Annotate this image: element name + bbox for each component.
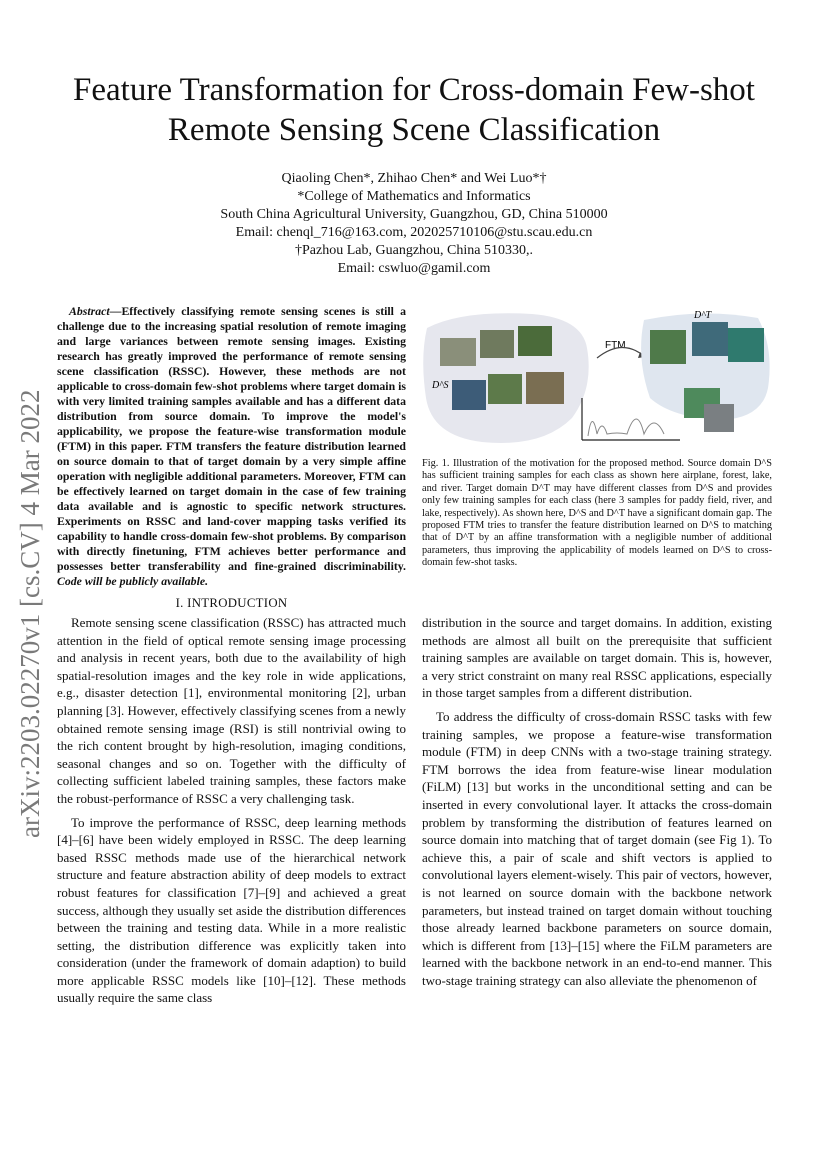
intro-left-column [57, 614, 406, 1007]
target-image-paddy [650, 330, 686, 364]
source-image-forest [518, 326, 552, 356]
target-image-lake-2 [704, 404, 734, 432]
intro-right-column [422, 614, 772, 989]
figure-1-caption: Fig. 1. Illustration of the motivation for the proposed method. Source domain D^S has sufficient training samples for each class as shown here airplane, forest, lake, and river. Target domain D^T may have different classes from D^S and provides only few training samples for each class (here 3 samples for paddy field, river, and lake, respectively). As shown here, D^S and D^T have a significant domain gap. The proposed FTM tries to transfer the feature distribution learned on D^S to matching that of D^T by an affine transformation with a negligible number of additional parameters, thus improving the applicability of models learned on D^S to cross-domain few-shot tasks. [422, 458, 772, 569]
email-1: Email: chenql_716@163.com, 202025710106@stu.scau.edu.cn [235, 225, 593, 240]
author-names: Qiaoling Chen*, Zhihao Chen* and Wei Luo*† [281, 171, 547, 186]
section-heading-introduction: I. INTRODUCTION [175, 596, 288, 610]
right-paragraph-2: To address the difficulty of cross-domain RSSC tasks with few training samples, we propose a feature-wise transformation module (FTM) in deep CNNs with a two-stage training strategy. FTM borrows the idea from feature-wise linear modulation (FiLM) [13] but works in the unconditional setting and can be inserted in every convolutional layer. It attacks the cross-domain problem by transforming the distribution of features learned on source domain into matching that of target domain (see Fig 1). To achieve this, a pair of scale and shift vectors is applied to convolutional layers element-wisely. This pair of vectors, however, is not learned on source domain with the backbone network parameters, but instead trained on target domain without touching those already learned backbone parameters on source domain, which is different from [13]–[15] where the FiLM parameters are learned with the backbone network in an end-to-end manner. This two-stage training strategy can also alleviate the phenomenon of [422, 708, 772, 988]
source-image-lake [452, 380, 486, 410]
intro-paragraph-2: To improve the performance of RSSC, deep learning methods [4]–[6] have been widely employed in RSSC. The deep learning based RSSC methods made use of the hierarchical network structure and feature abstraction ability of deep models to extract robust features for classification [7]–[9] and achieved a great success, although they usually set aside the distribution differences between the training and testing data. While in a more realistic setting, the distribution difference was explicitly taken into consideration (under the framework of domain adaption) to build more applicable RSSC models like [10]–[12]. These methods usually require the same class [57, 814, 406, 1006]
target-domain-label: D^T [694, 310, 712, 321]
abstract-code-note: Code will be publicly available. [57, 574, 209, 588]
abstract-text: —Effectively classifying remote sensing scenes is still a challenge due to the increasing spatial resolution of remote imaging and large variances between remote sensing images. Existing research has greatly improved the performance of remote sensing scene classification (RSSC). However, these methods are not applicable to cross-domain few-shot problems where target domain is with very limited training samples available and has a different data distribution from source domain. To improve the model's applicability, we propose the feature-wise transformation module (FTM) in this paper. FTM transfers the feature distribution learned on source domain to that of target domain by a very simple affine operation with negligible additional parameters. Moreover, FTM can be effectively learned on target domain in the case of few training data available and is agnostic to specific network structures. Experiments on RSSC and land-cover mapping tasks verified its capability to handle cross-domain few-shot problems. By comparison with directly finetuning, FTM achieves better performance and possesses better transferability and fine-grained discriminability. [57, 304, 406, 573]
intro-paragraph-1: Remote sensing scene classification (RSSC) has attracted much attention in the field of optical remote sensing image processing and analysis in recent years, both due to the availability of high spatial-resolution images and the key role in wide applications, e.g., disaster detection [1], environmental monitoring [2], urban planning [3]. However, effectively classifying scenes from a newly obtained remote sensing image (RSI) is still nontrivial owing to the rich content brought by high-resolution, imaging conditions, seasonal changes and so on. Together with the difficulty of collecting sufficient labeled training samples, these factors make the robust-performance of RSSC a very challenging task. [57, 615, 406, 806]
paper-title [40, 70, 788, 150]
source-image-river [488, 374, 522, 404]
affiliation-1: *College of Mathematics and Informatics [297, 189, 531, 204]
abstract [57, 304, 406, 589]
affiliation-2: South China Agricultural University, Guangzhou, GD, China 510000 [220, 207, 608, 222]
svg-text:arXiv:2203.02270v1 [cs.CV] 4 M: arXiv:2203.02270v1 [cs.CV] 4 Mar 2022 [15, 389, 45, 838]
distribution-curve [588, 419, 664, 436]
source-image-airplane [440, 338, 476, 366]
email-2: Email: cswluo@gamil.com [337, 261, 491, 276]
author-block [150, 170, 678, 278]
target-image-lake [728, 328, 764, 362]
title-line-2: Remote Sensing Scene Classification [167, 112, 661, 148]
ftm-label: FTM [605, 340, 626, 351]
affiliation-3: †Pazhou Lab, Guangzhou, China 510330,. [295, 243, 533, 258]
title-line-1: Feature Transformation for Cross-domain Few-shot [73, 72, 755, 108]
abstract-label: Abstract [69, 304, 110, 318]
source-domain-label: D^S [432, 380, 449, 391]
source-image-city [480, 330, 514, 358]
source-image-field [526, 372, 564, 404]
arxiv-stamp [6, 360, 52, 840]
figure-1 [422, 308, 772, 450]
right-paragraph-1: distribution in the source and target domains. In addition, existing methods are almost all built on the prerequisite that sufficient training samples are available on target domain. This is, however, a very strict constraint on many real RSSC applications, especially in those target samples from a different distribution. [422, 615, 772, 701]
target-image-river [692, 322, 728, 356]
